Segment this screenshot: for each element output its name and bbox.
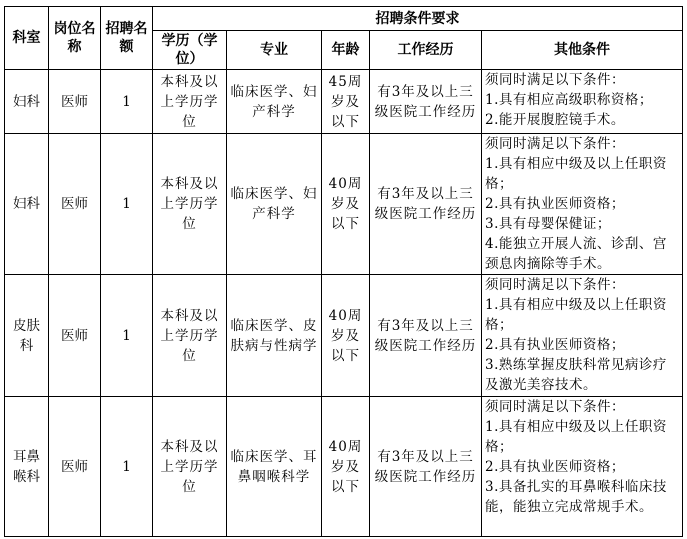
age-cell: 40周岁及以下 — [322, 275, 370, 397]
condition-line: 2.具有执业医师资格； — [485, 196, 625, 212]
header-experience: 工作经历 — [370, 31, 482, 70]
condition-line: 须同时满足以下条件： — [485, 277, 625, 293]
other-conditions-cell — [482, 275, 683, 397]
major-cell: 临床医学、皮肤病与性病学 — [227, 275, 322, 397]
major-cell: 临床医学、妇产科学 — [227, 70, 322, 134]
table-row — [5, 275, 683, 397]
dept-cell: 皮肤科 — [5, 275, 49, 397]
condition-line: 1.具有相应高级职称资格； — [485, 92, 653, 108]
experience-cell: 有3年及以上三级医院工作经历 — [370, 275, 482, 397]
condition-line: 3.熟练掌握皮肤科常见病诊疗及激光美容技术。 — [485, 357, 667, 393]
position-cell: 医师 — [49, 397, 101, 537]
other-conditions-cell — [482, 70, 683, 134]
dept-cell: 耳鼻喉科 — [5, 397, 49, 537]
table-row — [5, 397, 683, 537]
condition-line: 4.能独立开展人流、诊刮、宫颈息肉摘除等手术。 — [485, 236, 667, 272]
condition-line: 1.具有相应中级及以上任职资格； — [485, 297, 667, 333]
header-major: 专业 — [227, 31, 322, 70]
position-cell: 医师 — [49, 275, 101, 397]
condition-line: 1.具有相应中级及以上任职资格； — [485, 419, 667, 455]
header-conditions: 招聘条件要求 — [153, 7, 683, 31]
position-cell: 医师 — [49, 70, 101, 134]
condition-line: 须同时满足以下条件： — [485, 399, 625, 415]
recruitment-table — [4, 6, 683, 537]
age-cell: 40周岁及以下 — [322, 397, 370, 537]
quota-cell: 1 — [101, 70, 153, 134]
condition-line: 3.具备扎实的耳鼻喉科临床技能，能独立完成常规手术。 — [485, 479, 667, 515]
age-cell: 40周岁及以下 — [322, 134, 370, 275]
position-cell: 医师 — [49, 134, 101, 275]
education-cell: 本科及以上学历学位 — [153, 275, 227, 397]
education-cell: 本科及以上学历学位 — [153, 397, 227, 537]
header-dept: 科室 — [5, 7, 49, 70]
table-row — [5, 70, 683, 134]
condition-line: 1.具有相应中级及以上任职资格； — [485, 156, 667, 192]
condition-line: 2.具有执业医师资格； — [485, 337, 625, 353]
other-conditions-cell — [482, 134, 683, 275]
quota-cell: 1 — [101, 275, 153, 397]
quota-cell: 1 — [101, 134, 153, 275]
table-row — [5, 134, 683, 275]
dept-cell: 妇科 — [5, 134, 49, 275]
experience-cell: 有3年及以上三级医院工作经历 — [370, 397, 482, 537]
other-conditions-cell — [482, 397, 683, 537]
condition-line: 须同时满足以下条件： — [485, 72, 625, 88]
experience-cell: 有3年及以上三级医院工作经历 — [370, 134, 482, 275]
major-cell: 临床医学、耳鼻咽喉科学 — [227, 397, 322, 537]
education-cell: 本科及以上学历学位 — [153, 70, 227, 134]
condition-line: 3.具有母婴保健证； — [485, 216, 611, 232]
header-education: 学历（学位） — [153, 31, 227, 70]
dept-cell: 妇科 — [5, 70, 49, 134]
header-quota: 招聘名额 — [101, 7, 153, 70]
age-cell: 45周岁及以下 — [322, 70, 370, 134]
header-position: 岗位名称 — [49, 7, 101, 70]
major-cell: 临床医学、妇产科学 — [227, 134, 322, 275]
condition-line: 须同时满足以下条件： — [485, 136, 625, 152]
quota-cell: 1 — [101, 397, 153, 537]
header-other: 其他条件 — [482, 31, 683, 70]
condition-line: 2.具有执业医师资格； — [485, 459, 625, 475]
experience-cell: 有3年及以上三级医院工作经历 — [370, 70, 482, 134]
header-age: 年龄 — [322, 31, 370, 70]
condition-line: 2.能开展腹腔镜手术。 — [485, 112, 625, 128]
education-cell: 本科及以上学历学位 — [153, 134, 227, 275]
